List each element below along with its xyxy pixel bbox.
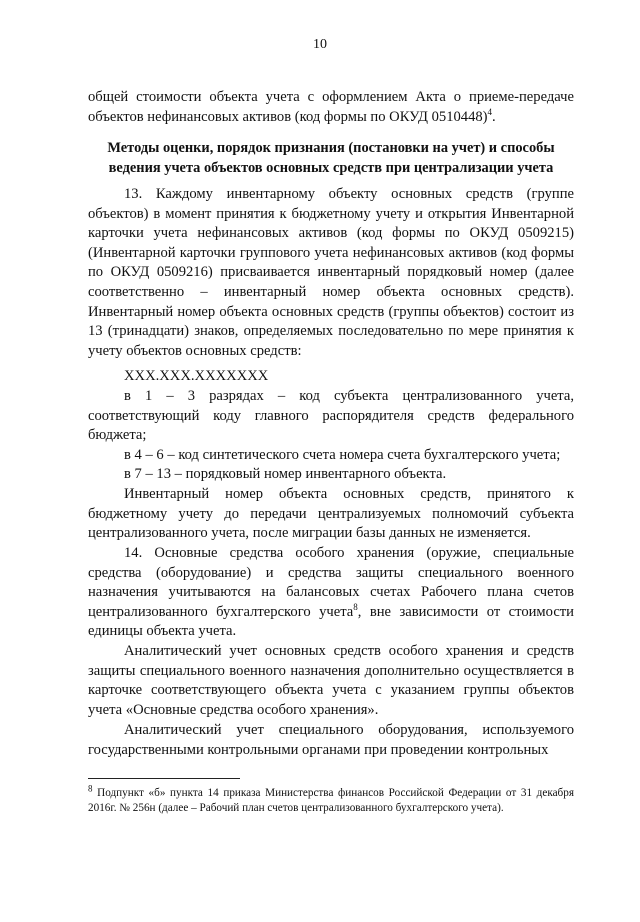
section-heading — [88, 139, 574, 178]
analytic-accounting-paragraph-2: Аналитический учет специального оборудования, используемого государственными контрольными органами при проведении контрольных — [88, 722, 574, 758]
digits-7-13-description: в 7 – 13 – порядковый номер инвентарного объекта. — [124, 466, 447, 482]
paragraph-13: 13. Каждому инвентарному объекту основных средств (группе объектов) в момент принятия к бюджетному учету и открытия Инвентарной карточки учета нефинансовых активов (код формы по ОКУД 0509215) (Инвентарной карточки группового учета нефинансовых активов (код формы по ОКУД 0509216) присваивается инвентарный порядковый номер (далее соответственно – инвентарный номер объекта основных средств). Инвентарный номер объекта основных средств (группы объектов) состоит из 13 (тринадцати) знаков, определяемых последовательно по мере принятия к учету объектов основных средств: — [88, 186, 574, 359]
analytic-accounting-paragraph-1: Аналитический учет основных средств особого хранения и средств защиты специального военного назначения дополнительно осуществляется в карточке соответствующего объекта учета с указанием группы объектов учета «Основные средства особого хранения». — [88, 643, 574, 718]
heading-line-2: ведения учета объектов основных средств при централизации учета — [108, 159, 554, 176]
intro-text: общей стоимости объекта учета с оформлением Акта о приеме-передаче объектов нефинансовых активов (код формы по ОКУД 0510448) — [88, 89, 574, 125]
footnote-8 — [88, 783, 574, 815]
paragraph-14 — [88, 544, 574, 642]
intro-end: . — [492, 108, 496, 125]
footnote-text: Подпункт «б» пункта 14 приказа Министерства финансов Российской Федерации от 31 декабря 2016г. № 256н (далее – Рабочий план счетов централизованного бухгалтерского учета). — [88, 787, 574, 814]
inventory-format-code: ХХХ.ХХХ.ХХХХХХХ — [124, 368, 269, 384]
footnote-mark: 8 — [88, 783, 93, 794]
paragraph-14-end: , вне зависимости от стоимости единицы объекта учета. — [88, 603, 574, 640]
heading-line-1: Методы оценки, порядок признания (постановки на учет) и способы — [107, 140, 555, 156]
inventory-number-paragraph: Инвентарный номер объекта основных средств, принятого к бюджетному учету до передачи централизуемых полномочий субъекта централизованного учета, после миграции базы данных не изменяется. — [88, 486, 574, 542]
paragraph-14-text: 14. Основные средства особого хранения (оружие, специальные средства (оборудование) и средства защиты специального военного назначения учитываются на балансовых счетах Рабочего плана счетов централизованного бухгалтерского учета — [88, 545, 574, 620]
digits-1-3-description: в 1 – 3 разрядах – код субъекта централизованного учета, соответствующий коду главного распорядителя средств федерального бюджета; — [88, 388, 574, 444]
footnote-ref-4: 4 — [487, 106, 493, 117]
footnote-separator — [88, 778, 240, 779]
intro-paragraph — [88, 88, 574, 127]
page-number: 10 — [313, 37, 327, 52]
footnote-ref-8: 8 — [353, 601, 358, 612]
digits-4-6-description: в 4 – 6 – код синтетического счета номера счета бухгалтерского учета; — [124, 447, 561, 463]
